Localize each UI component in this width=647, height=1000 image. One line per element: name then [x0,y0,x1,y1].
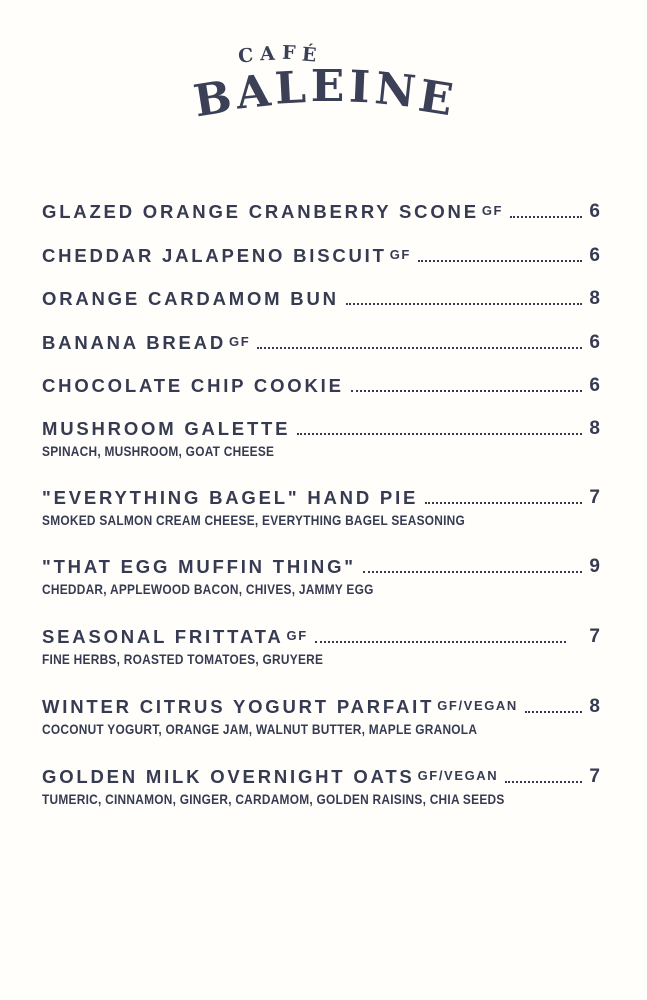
menu-item-row [42,487,600,508]
menu-item-row [42,331,600,353]
menu-item [42,288,600,309]
logo-letter: N [372,63,418,118]
menu-item [42,487,600,529]
item-name: SEASONAL FRITTATA [42,626,284,647]
menu-item-row [42,765,600,787]
menu-item [42,244,600,266]
dot-leader [510,216,582,218]
item-dietary-tag: GF [229,334,251,349]
logo-letter: F [281,41,296,65]
item-name: WINTER CITRUS YOGURT PARFAIT [42,696,435,717]
logo-letter: L [273,62,307,115]
item-name: BANANA BREAD [42,332,226,353]
menu-list [42,200,600,835]
item-name: ORANGE CARDAMOM BUN [42,288,339,309]
menu-item-row [42,244,600,266]
menu-item [42,331,600,353]
item-dietary-tag: GF [481,203,504,218]
menu-item [42,375,600,396]
dot-leader [315,641,567,643]
item-dietary-tag: GF [389,247,411,262]
item-price: 8 [589,418,600,439]
item-description: SPINACH, MUSHROOM, GOAT CHEESE [42,443,275,459]
item-description: CHEDDAR, APPLEWOOD BACON, CHIVES, JAMMY EGG [42,581,374,597]
logo-letter: I [348,61,372,114]
cafe-baleine-logo [0,41,647,128]
item-dietary-tag: GF [286,628,308,643]
menu-item [42,200,600,222]
menu-item [42,556,600,598]
dot-leader [505,781,582,783]
logo-letter: E [310,61,345,112]
item-description: COCONUT YOGURT, ORANGE JAM, WALNUT BUTTER, MAPLE GRANOLA [42,721,478,737]
logo-letter: A [233,65,273,120]
menu-item-row [42,200,600,222]
menu-item [42,695,600,738]
dot-leader [425,502,582,504]
menu-item-row [42,695,600,717]
menu-item-row [42,375,600,396]
item-dietary-tag: GF/VEGAN [417,768,499,783]
item-name: "THAT EGG MUFFIN THING" [42,556,356,577]
item-price: 8 [589,288,600,309]
item-price: 7 [589,766,600,787]
item-name: CHOCOLATE CHIP COOKIE [42,375,344,396]
menu-item-row [42,625,600,647]
logo-letter: E [415,70,457,127]
item-name: GOLDEN MILK OVERNIGHT OATS [42,766,415,787]
menu-item [42,418,600,460]
dot-leader [257,347,582,349]
logo-baleine-text [0,61,647,128]
dot-leader [418,260,582,262]
menu-item-row [42,418,600,439]
logo-letter: C [237,44,255,68]
dot-leader [297,433,582,435]
item-price: 6 [589,201,600,222]
item-price: 6 [589,375,600,396]
dot-leader [363,571,583,573]
item-description: SMOKED SALMON CREAM CHEESE, EVERYTHING BAGEL SEASONING [42,512,466,528]
menu-item-row [42,556,600,577]
menu-item [42,625,600,668]
item-price: 6 [589,332,600,353]
item-price: 7 [589,626,600,647]
menu-item-row [42,288,600,309]
dot-leader [346,303,583,305]
logo-letter: É [301,43,318,67]
menu-item [42,765,600,808]
logo-letter: B [190,71,236,128]
dot-leader [351,390,583,392]
item-price: 6 [589,245,600,266]
item-name: "EVERYTHING BAGEL" HAND PIE [42,487,419,508]
item-dietary-tag: GF/VEGAN [437,698,518,713]
item-price: 8 [589,696,600,717]
item-description: FINE HERBS, ROASTED TOMATOES, GRUYERE [42,651,324,667]
item-name: GLAZED ORANGE CRANBERRY SCONE [42,201,479,222]
item-name: MUSHROOM GALETTE [42,418,291,439]
item-price: 7 [589,487,600,508]
dot-leader [525,711,583,713]
logo-cafe-text [0,41,601,68]
logo-letter: A [259,42,276,66]
item-price: 9 [589,556,600,577]
item-description: TUMERIC, CINNAMON, GINGER, CARDAMOM, GOLDEN RAISINS, CHIA SEEDS [42,791,505,807]
item-name: CHEDDAR JALAPENO BISCUIT [42,245,387,266]
